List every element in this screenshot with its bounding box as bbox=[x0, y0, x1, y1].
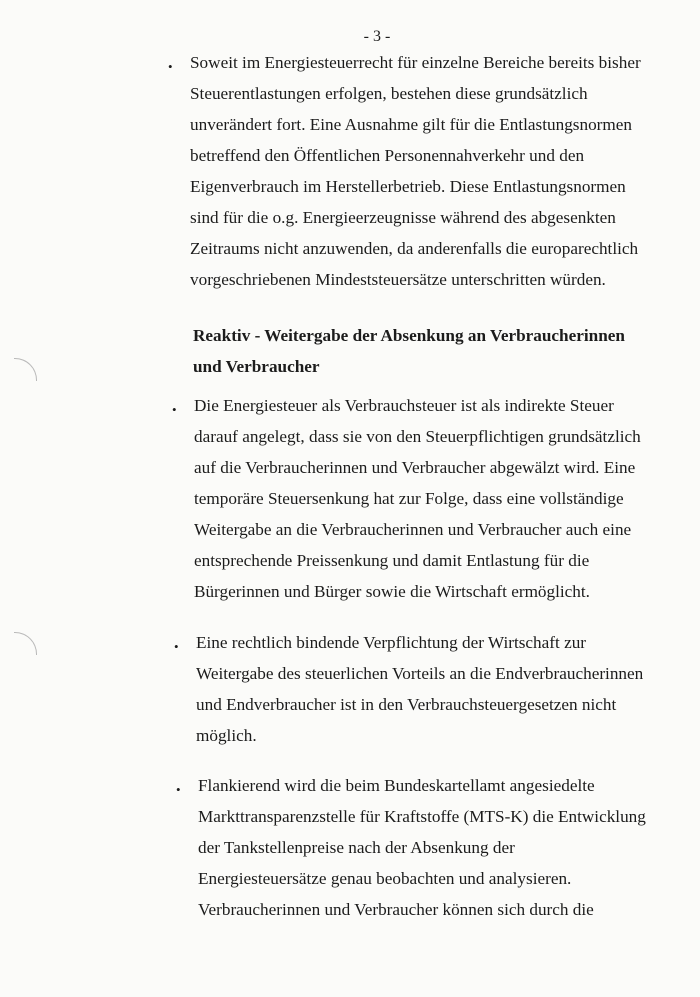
heading-line: und Verbraucher bbox=[193, 357, 320, 376]
punch-hole-mark bbox=[14, 358, 37, 381]
text-line: Zeitraums nicht anzuwenden, da anderenfalls die europarechtlich bbox=[190, 239, 639, 258]
text-line: und Endverbraucher ist in den Verbrauchsteuergesetzen nicht bbox=[196, 695, 617, 714]
text-line: vorgeschriebenen Mindeststeuersätze unterschritten würden. bbox=[190, 270, 606, 289]
bullet-icon: • bbox=[174, 639, 179, 654]
text-line: Verbraucherinnen und Verbraucher können sich durch die bbox=[198, 900, 594, 919]
bullet-icon: • bbox=[176, 782, 181, 797]
bullet-icon: • bbox=[168, 59, 173, 74]
text-line: darauf angelegt, dass sie von den Steuerpflichtigen grundsätzlich bbox=[194, 427, 641, 446]
text-line: der Tankstellenpreise nach der Absenkung der bbox=[198, 838, 515, 857]
text-line: Steuerentlastungen erfolgen, bestehen diese grundsätzlich bbox=[190, 84, 588, 103]
text-line: Soweit im Energiesteuerrecht für einzelne Bereiche bereits bisher bbox=[190, 53, 641, 72]
text-line: Die Energiesteuer als Verbrauchsteuer ist als indirekte Steuer bbox=[194, 396, 614, 415]
text-line: temporäre Steuersenkung hat zur Folge, dass eine vollständige bbox=[194, 489, 624, 508]
text-line: möglich. bbox=[196, 726, 257, 745]
heading-line: Reaktiv - Weitergabe der Absenkung an Verbraucherinnen bbox=[193, 326, 625, 345]
text-line: Weitergabe an die Verbraucherinnen und Verbraucher auch eine bbox=[194, 520, 632, 539]
bullet-icon: • bbox=[172, 402, 177, 417]
text-line: entsprechende Preissenkung und damit Entlastung für die bbox=[194, 551, 590, 570]
text-line: Eigenverbrauch im Herstellerbetrieb. Diese Entlastungsnormen bbox=[190, 177, 626, 196]
text-line: Energiesteuersätze genau beobachten und analysieren. bbox=[198, 869, 572, 888]
text-line: Eine rechtlich bindende Verpflichtung der Wirtschaft zur bbox=[196, 633, 587, 652]
text-line: auf die Verbraucherinnen und Verbraucher abgewälzt wird. Eine bbox=[194, 458, 636, 477]
text-line: sind für die o.g. Energieerzeugnisse während des abgesenkten bbox=[190, 208, 616, 227]
text-line: betreffend den Öffentlichen Personennahverkehr und den bbox=[190, 146, 585, 165]
text-line: unverändert fort. Eine Ausnahme gilt für die Entlastungsnormen bbox=[190, 115, 632, 134]
punch-hole-mark bbox=[14, 632, 37, 655]
text-line: Weitergabe des steuerlichen Vorteils an die Endverbraucherinnen bbox=[196, 664, 644, 683]
page-number: - 3 - bbox=[363, 28, 391, 45]
text-line: Flankierend wird die beim Bundeskartellamt angesiedelte bbox=[198, 776, 595, 795]
text-line: Markttransparenzstelle für Kraftstoffe (MTS-K) die Entwicklung bbox=[198, 807, 646, 826]
text-line: Bürgerinnen und Bürger sowie die Wirtschaft ermöglicht. bbox=[194, 582, 590, 601]
